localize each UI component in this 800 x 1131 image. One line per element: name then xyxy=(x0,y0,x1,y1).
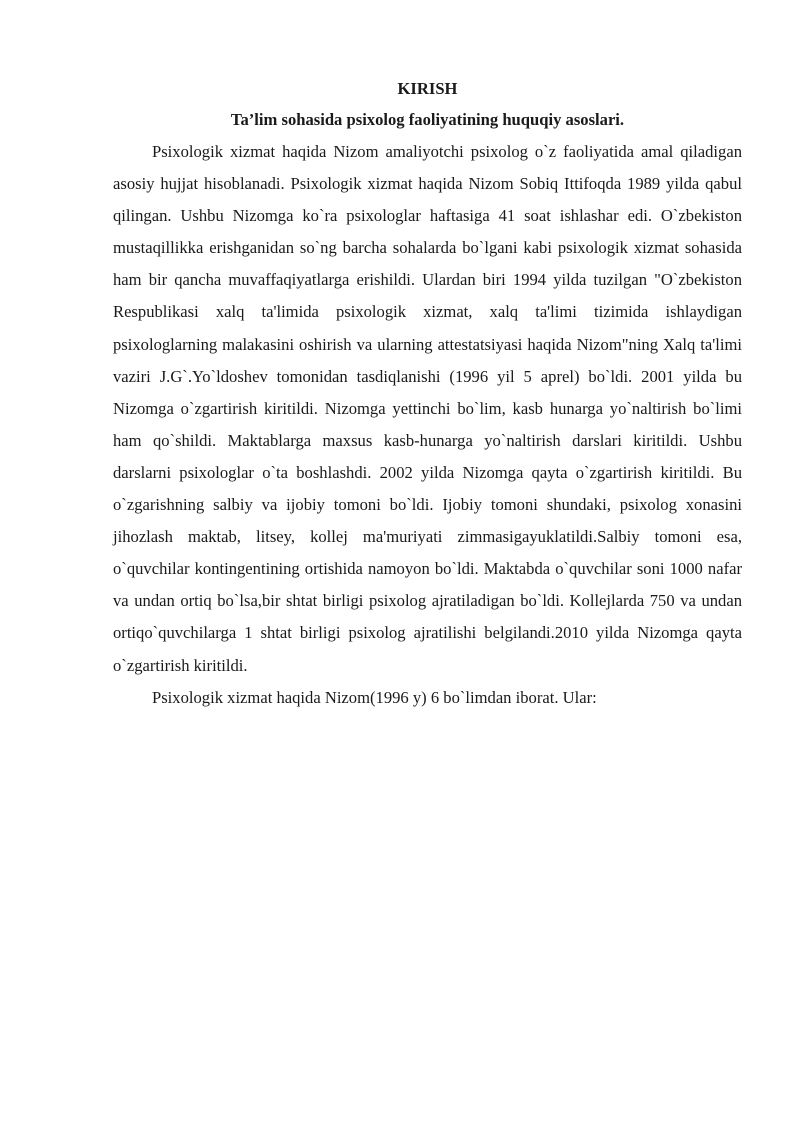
document-body xyxy=(113,74,742,714)
body-paragraph-nizom-history: Psixologik xizmat haqida Nizom amaliyotchi psixolog o`z faoliyatida amal qiladigan asosiy hujjat hisoblanadi. Psixologik xizmat haqida Nizom Sobiq Ittifoqda 1989 yilda qabul qilingan. Ushbu Nizomga ko`ra psixologlar haftasiga 41 soat ishlashar edi. O`zbekiston mustaqillikka erishganidan so`ng barcha sohalarda bo`lgani kabi psixologik xizmat sohasida ham bir qancha muvaffaqiyatlarga erishildi. Ulardan biri 1994 yilda tuzilgan "O`zbekiston Respublikasi xalq ta'limida psixologik xizmat, xalq ta'limi tizimida ishlaydigan psixologlarning malakasini oshirish va ularning attestatsiyasi haqida Nizom"ning Xalq ta'limi vaziri J.G`.Yo`ldoshev tomonidan tasdiqlanishi (1996 yil 5 aprel) bo`ldi. 2001 yilda bu Nizomga o`zgartirish kiritildi. Nizomga yettinchi bo`lim, kasb hunarga yo`naltirish bo`limi ham qo`shildi. Maktablarga maxsus kasb-hunarga yo`naltirish darslari kiritildi. Ushbu darslarni psixologlar o`ta boshlashdi. 2002 yilda Nizomga qayta o`zgartirish kiritildi. Bu o`zgarishning salbiy va ijobiy tomoni bo`ldi. Ijobiy tomoni shundaki, psixolog xonasini jihozlash maktab, litsey, kollej ma'muriyati zimmasigayuklatildi.Salbiy tomoni esa, o`quvchilar kontingentining ortishida namoyon bo`ldi. Maktabda o`quvchilar soni 1000 nafar va undan ortiq bo`lsa,bir shtat birligi psixolog ajratiladigan bo`ldi. Kollejlarda 750 va undan ortiqo`quvchilarga 1 shtat birligi psixolog ajratilishi belgilandi.2010 yilda Nizomga qayta o`zgartirish kiritildi. xyxy=(113,142,742,675)
document-title: KIRISH xyxy=(397,79,458,98)
document-subtitle: Ta’lim sohasida psixolog faoliyatining huquqiy asoslari. xyxy=(230,110,625,129)
body-paragraph-nizom-sections: Psixologik xizmat haqida Nizom(1996 y) 6 bo`limdan iborat. Ular: xyxy=(152,687,597,707)
